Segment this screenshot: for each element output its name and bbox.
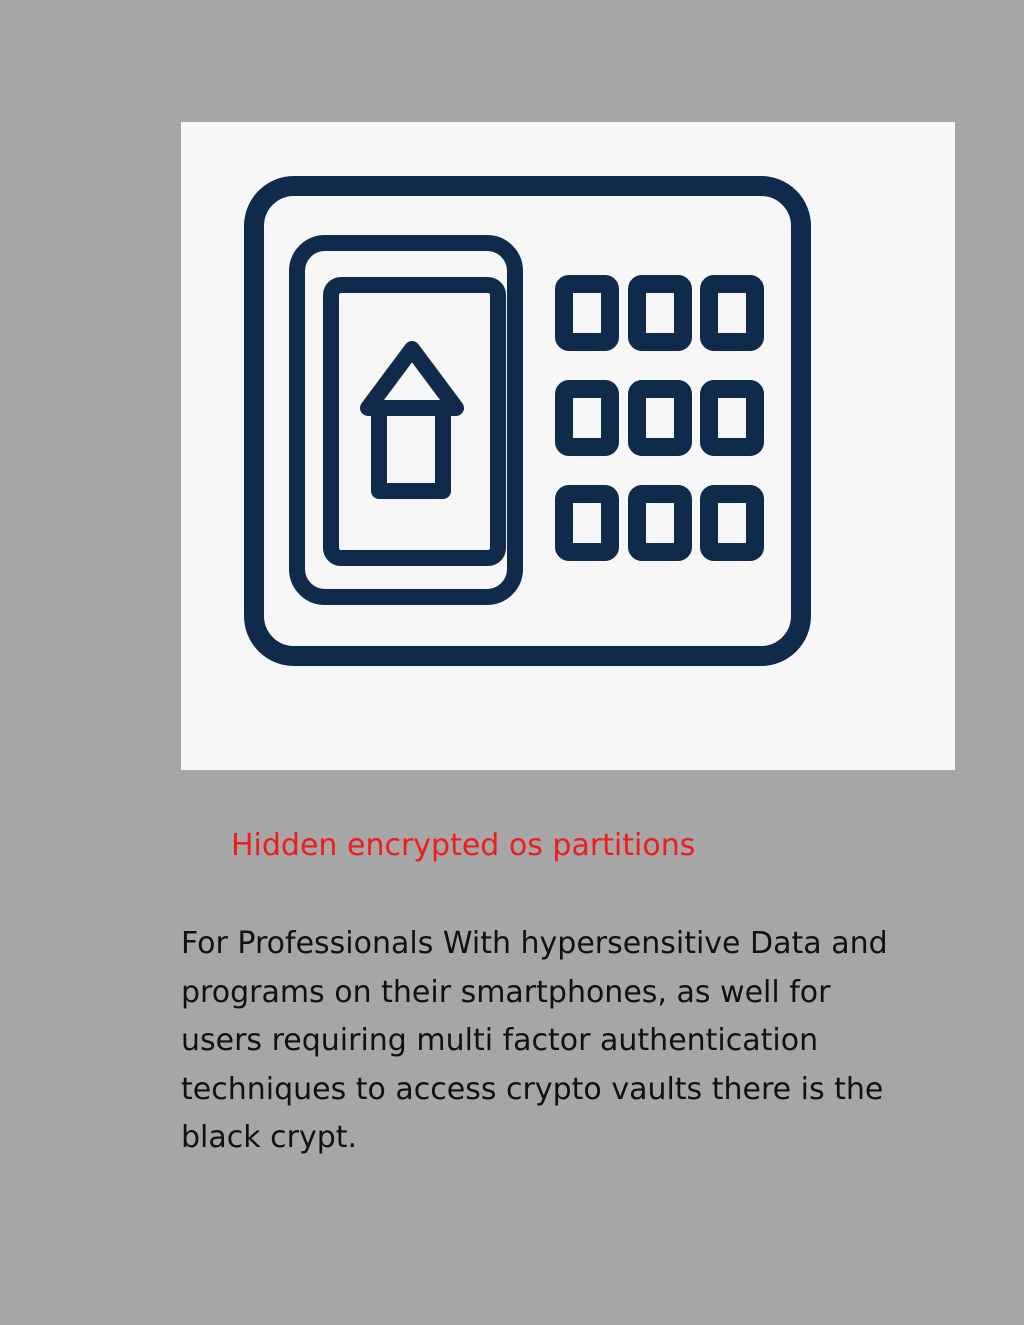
keypad-key	[564, 494, 610, 552]
keypad-key	[637, 284, 683, 342]
keypad-key	[564, 389, 610, 447]
lock-arrow-roof	[368, 349, 456, 408]
keypad-key	[709, 494, 755, 552]
keypad-key	[637, 494, 683, 552]
lock-body	[379, 408, 443, 491]
keypad-key	[709, 284, 755, 342]
keypad-key	[564, 284, 610, 342]
body-paragraph: For Professionals With hypersensitive Data and programs on their smartphones, as well for users requiring multi factor authentication techniques to access crypto vaults there is the black crypt.	[181, 926, 888, 1155]
keypad-key	[709, 389, 755, 447]
safe-keypad-icon	[181, 122, 955, 770]
safe-door-inner-frame	[331, 285, 498, 558]
keypad-grid	[564, 284, 755, 552]
safe-illustration-figure	[181, 122, 955, 770]
keypad-key	[637, 389, 683, 447]
figure-caption: Hidden encrypted os partitions	[231, 828, 696, 863]
